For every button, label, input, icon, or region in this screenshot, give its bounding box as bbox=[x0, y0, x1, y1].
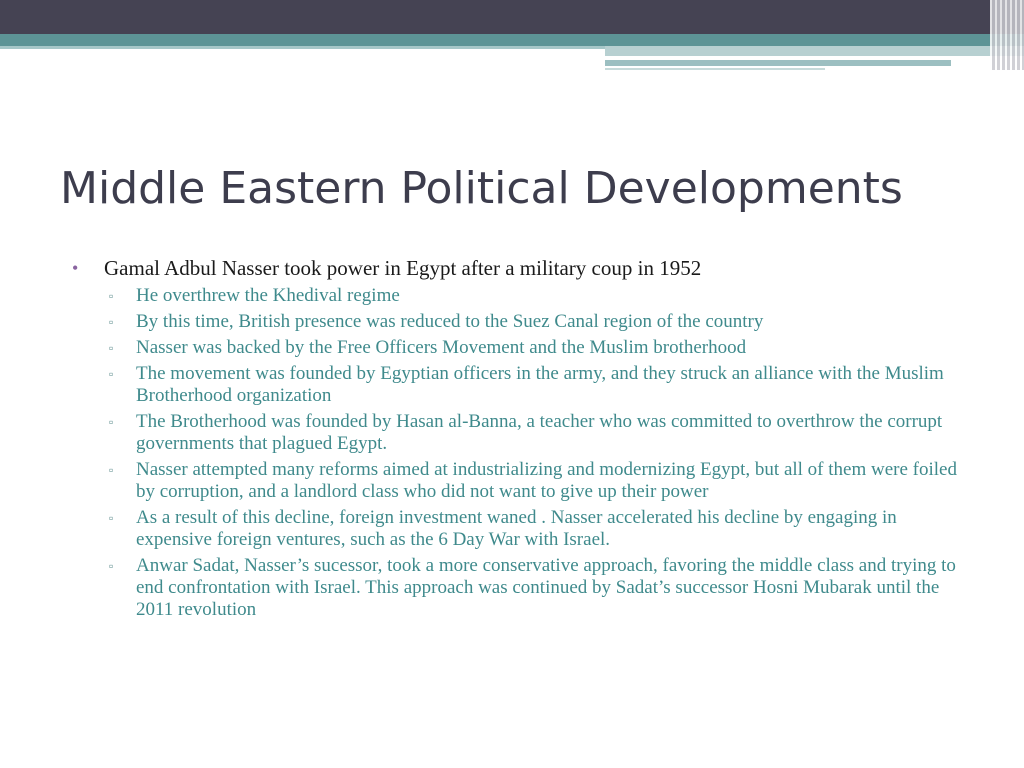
sub-bullet bbox=[72, 285, 972, 307]
square-bullet-icon: ▫ bbox=[109, 341, 114, 355]
header-stripes-decoration bbox=[990, 0, 1024, 70]
main-bullet-text: Gamal Adbul Nasser took power in Egypt after a military coup in 1952 bbox=[104, 256, 702, 280]
sub-bullet-text: Anwar Sadat, Nasser’s sucessor, took a more conservative approach, favoring the middle class and trying to end confrontation with Israel. This approach was continued by Sadat’s successor Hosni Mubarak until the 2011 revolution bbox=[136, 555, 956, 620]
header-dark-bar bbox=[0, 0, 1024, 34]
sub-bullet-text: The Brotherhood was founded by Hasan al-Banna, a teacher who was committed to overthrow the corrupt governments that plagued Egypt. bbox=[136, 411, 943, 454]
header-accent-bar-secondary bbox=[605, 60, 951, 66]
sub-bullet-text: Nasser attempted many reforms aimed at industrializing and modernizing Egypt, but all of them were foiled by corruption, and a landlord class who did not want to give up their power bbox=[136, 459, 957, 502]
square-bullet-icon: ▫ bbox=[109, 511, 114, 525]
sub-bullet-list bbox=[72, 285, 972, 621]
square-bullet-icon: ▫ bbox=[109, 289, 114, 303]
sub-bullet-text: He overthrew the Khedival regime bbox=[136, 285, 400, 306]
main-bullet bbox=[72, 255, 972, 281]
sub-bullet-text: Nasser was backed by the Free Officers Movement and the Muslim brotherhood bbox=[136, 337, 747, 358]
sub-bullet bbox=[72, 507, 972, 551]
header-accent-bar bbox=[605, 46, 1024, 56]
slide-title: Middle Eastern Political Developments bbox=[60, 163, 903, 214]
sub-bullet bbox=[72, 555, 972, 621]
square-bullet-icon: ▫ bbox=[109, 415, 114, 429]
square-bullet-icon: ▫ bbox=[109, 367, 114, 381]
square-bullet-icon: ▫ bbox=[109, 463, 114, 477]
bullet-dot-icon: • bbox=[72, 258, 79, 278]
sub-bullet bbox=[72, 363, 972, 407]
square-bullet-icon: ▫ bbox=[109, 315, 114, 329]
header-teal-band bbox=[0, 34, 1024, 46]
sub-bullet-text: The movement was founded by Egyptian officers in the army, and they struck an alliance with the Muslim Brotherhood organization bbox=[136, 363, 944, 406]
slide-body bbox=[72, 255, 972, 625]
square-bullet-icon: ▫ bbox=[109, 559, 114, 573]
sub-bullet bbox=[72, 311, 972, 333]
sub-bullet-text: By this time, British presence was reduced to the Suez Canal region of the country bbox=[136, 311, 764, 332]
sub-bullet bbox=[72, 411, 972, 455]
header-accent-line bbox=[605, 68, 825, 70]
sub-bullet-text: As a result of this decline, foreign investment waned . Nasser accelerated his decline by engaging in expensive foreign ventures, such as the 6 Day War with Israel. bbox=[136, 507, 897, 550]
header-thin-line bbox=[0, 46, 605, 49]
sub-bullet bbox=[72, 337, 972, 359]
sub-bullet bbox=[72, 459, 972, 503]
